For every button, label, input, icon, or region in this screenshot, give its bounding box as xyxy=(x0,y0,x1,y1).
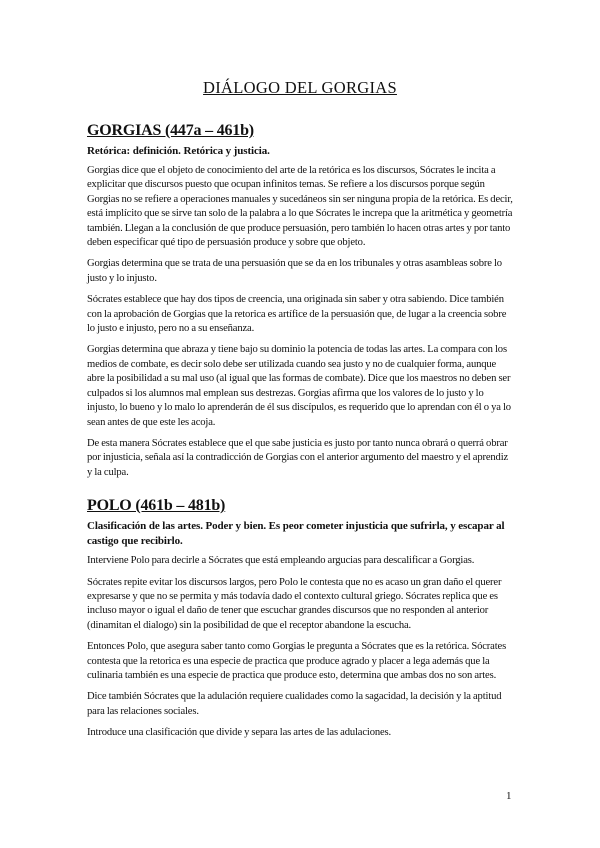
paragraph: De esta manera Sócrates establece que el que sabe justicia es justo por tanto nunca obrará o querrá obrar por injusticia, señala así la contradicción de Gorgias con el anterior argumento del maestro y el aprendiz y la culpa. xyxy=(87,437,509,478)
section-gorgias xyxy=(87,122,515,480)
paragraph: Dice también Sócrates que la adulación requiere cualidades como la sagacidad, la decisión y la aptitud para las relaciones sociales. xyxy=(87,691,502,717)
paragraph: Interviene Polo para decirle a Sócrates que está empleando argucias para descalificar a Gorgias. xyxy=(87,555,475,567)
section-heading: POLO (461b – 481b) xyxy=(87,497,226,515)
section-subtitle: Retórica: definición. Retórica y justicia. xyxy=(87,145,270,157)
section-heading: GORGIAS (447a – 461b) xyxy=(87,122,254,139)
paragraph: Entonces Polo, que asegura saber tanto como Gorgias le pregunta a Sócrates que es la retórica. Sócrates contesta que la retorica es una especie de practica que produce agrado y placer a lega además que la culinaria también es una especie de practica que produce esto, determina que ambas dos no son artes. xyxy=(87,641,507,681)
section-polo xyxy=(87,497,515,740)
paragraph: Gorgias determina que abraza y tiene bajo su dominio la potencia de todas las artes. La compara con los medios de combate, es decir solo debe ser utilizada cuando sea justo y no de cualquier forma, aunque abre la posibilidad a su mal uso (al igual que las formas de combate). Dice que los maestros no deben ser culpados si los alumnos mal emplean sus destrezas. Gorgias afirma que los valores de lo justo y lo injusto, lo bueno y lo malo lo aprenderán de él sus discípulos, es requerido que lo aprendan con él o ya lo sean antes de que este les acoja. xyxy=(87,344,511,428)
paragraph: Gorgias dice que el objeto de conocimiento del arte de la retórica es los discursos, Sócrates le incita a explicitar que discursos puesto que ocupan infinitos temas. Se refiere a los discursos porque según Gorgias no se refiere a operaciones manuales y sucedáneos sin ser ninguna propia de la retórica. Es decir, está implícito que se sirve tan solo de la palabra a lo que Sócrates le increpa que la aritmética y geometría también. Llegan a la conclusión de que produce persuasión, pero también lo hacen otras artes y por tanto deben especificar qué tipo de persuasión produce y sobre que objeto. xyxy=(87,165,513,249)
section-subtitle: Clasificación de las artes. Poder y bien. Es peor cometer injusticia que sufrirla, y escapar al castigo que recibirlo. xyxy=(87,520,505,548)
page-title: DIÁLOGO DEL GORGIAS xyxy=(203,78,397,97)
paragraph: Introduce una clasificación que divide y separa las artes de las adulaciones. xyxy=(87,727,392,739)
section-spacer xyxy=(87,487,515,497)
paragraph: Gorgias determina que se trata de una persuasión que se da en los tribunales y otras asambleas sobre lo justo y lo injusto. xyxy=(87,258,502,284)
document-body xyxy=(87,122,515,748)
page-number: 1 xyxy=(506,790,512,802)
paragraph: Sócrates repite evitar los discursos largos, pero Polo le contesta que no es acaso un gran daño el querer expresarse y que no se permita y más todavía dado el contexto cultural griego. Sócrates replica que es incluso mayor o igual el daño de tener que escuchar grandes discursos que no responden al anterior (dinamitan el dialogo) sin la posibilidad de que el receptor abandone la escucha. xyxy=(87,576,502,631)
paragraph: Sócrates establece que hay dos tipos de creencia, una originada sin saber y otra sabiendo. Dice también con la aprobación de Gorgias que la retorica es artífice de la persuasión que, de lugar a la creencia sobre lo justo e injusto, pero no a su enseñanza. xyxy=(87,294,507,335)
